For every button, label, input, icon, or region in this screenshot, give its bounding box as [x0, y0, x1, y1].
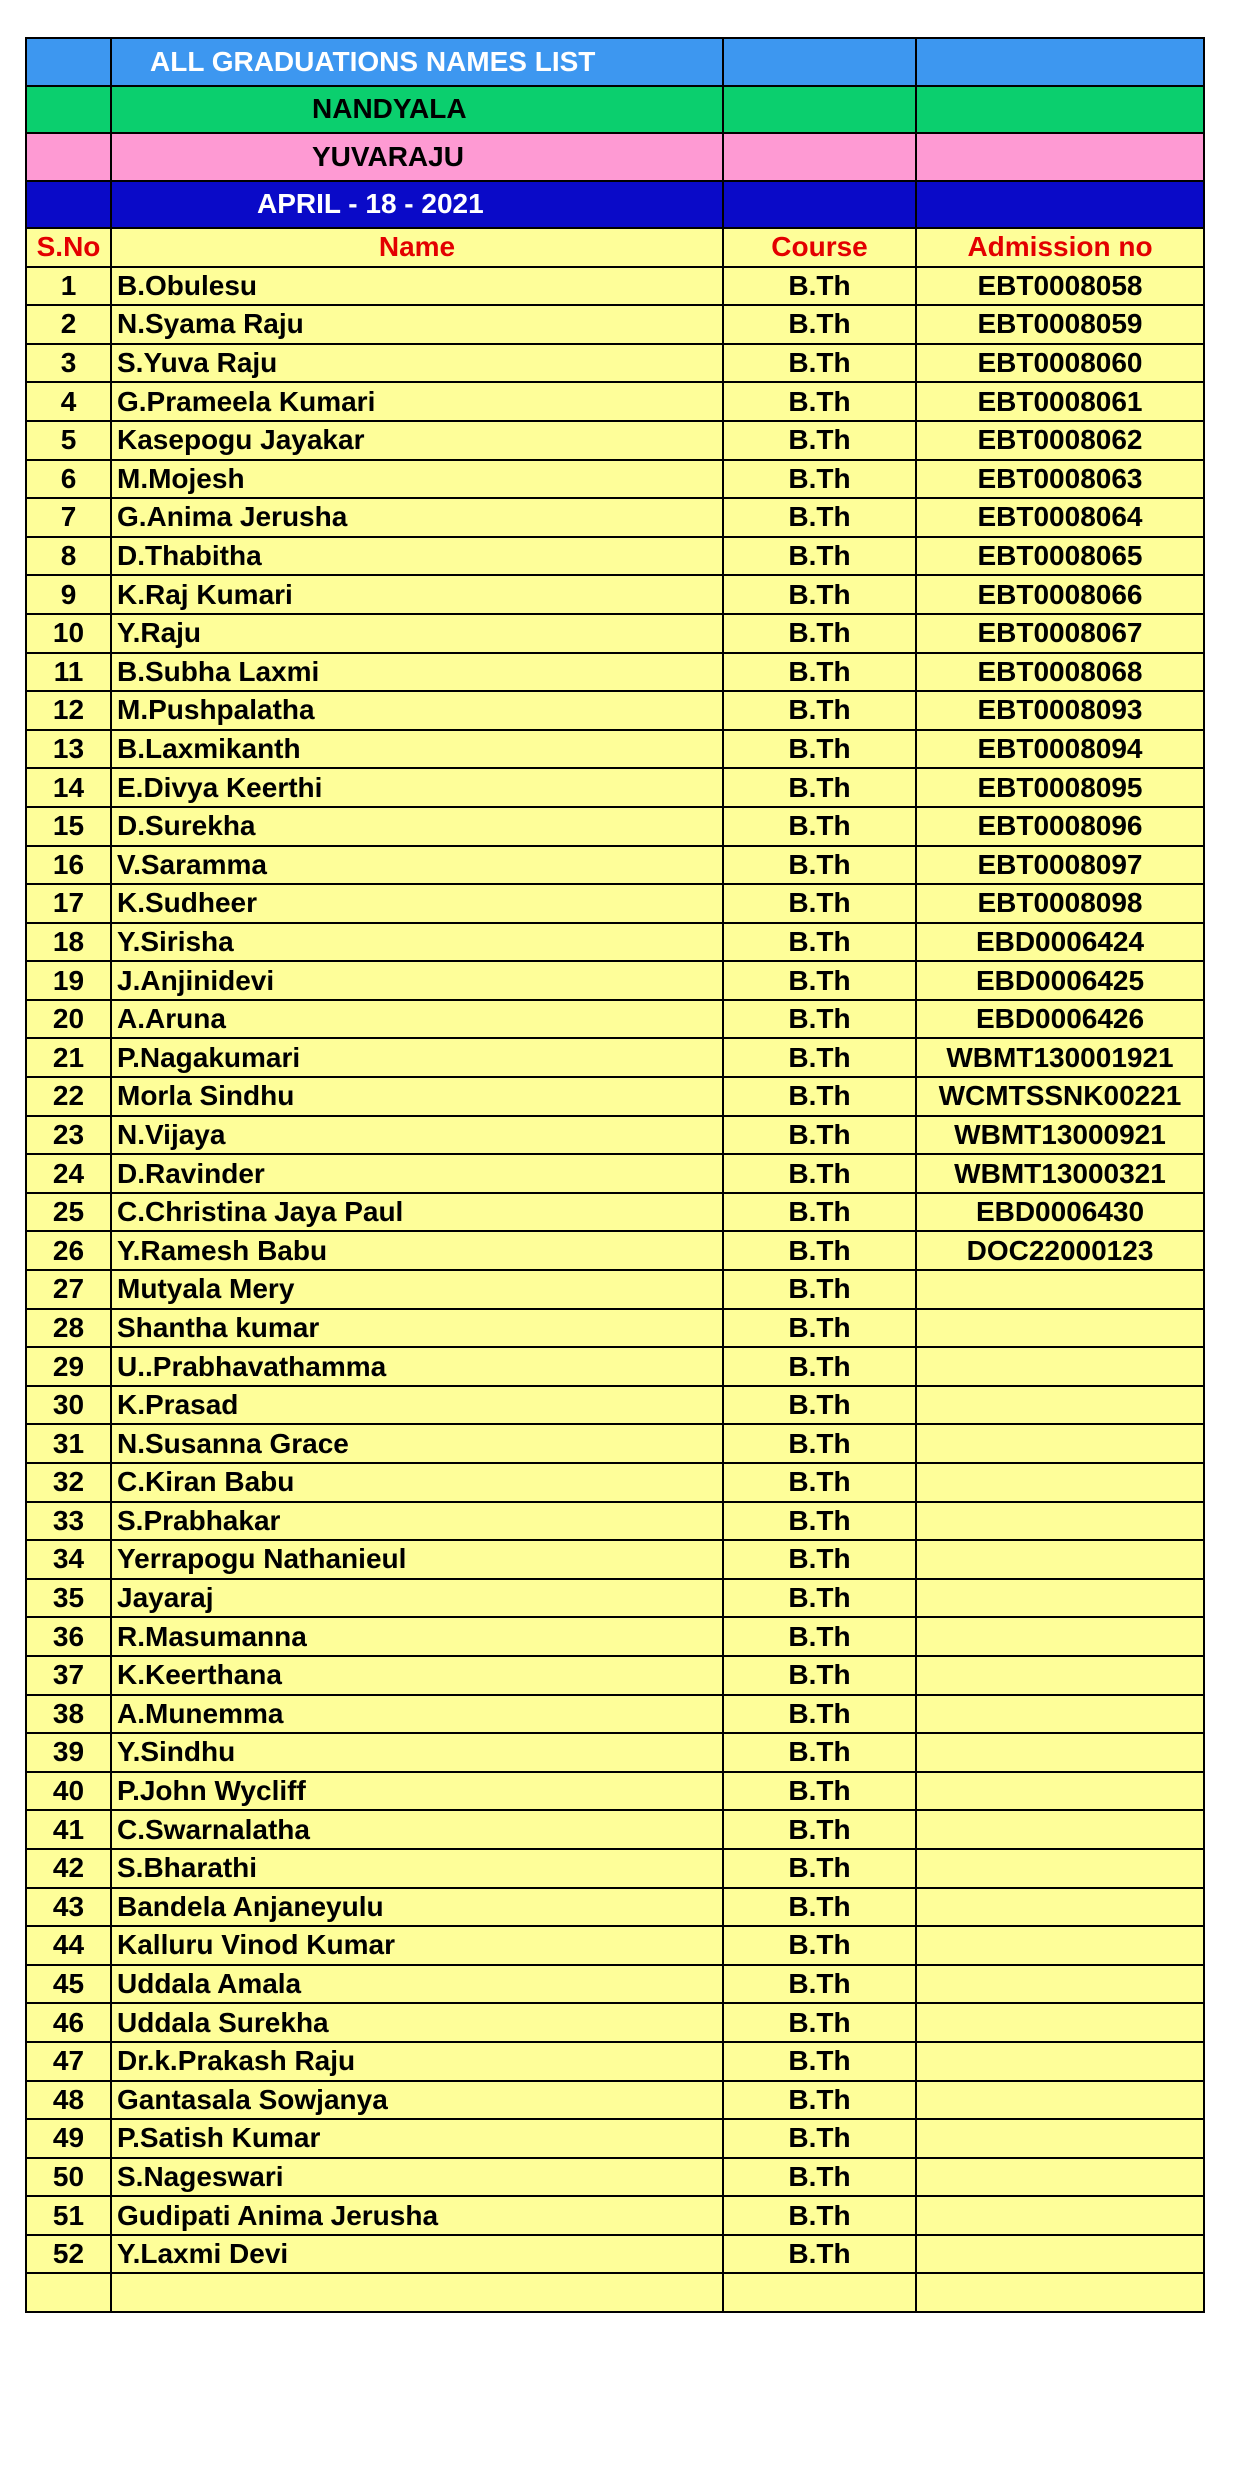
row-name-cell: Y.Ramesh Babu	[111, 1231, 723, 1270]
row-admission-cell	[916, 1965, 1204, 2004]
title-banner-blank-cell	[26, 38, 111, 86]
row-sno-cell	[26, 2273, 111, 2312]
row-sno-cell: 48	[26, 2081, 111, 2120]
row-admission-cell: EBD0006426	[916, 1000, 1204, 1039]
row-course-cell: B.Th	[723, 2042, 916, 2081]
table-row	[26, 1849, 1204, 1888]
row-admission-cell: WBMT13000921	[916, 1116, 1204, 1155]
table-row	[26, 614, 1204, 653]
row-name-cell: Kasepogu Jayakar	[111, 421, 723, 460]
table-row	[26, 2235, 1204, 2274]
table-row	[26, 653, 1204, 692]
person-banner-blank-cell	[916, 133, 1204, 181]
row-name-cell: N.Susanna Grace	[111, 1424, 723, 1463]
row-admission-cell	[916, 1579, 1204, 1618]
row-name-cell: C.Christina Jaya Paul	[111, 1193, 723, 1232]
row-admission-cell: WCMTSSNK00221	[916, 1077, 1204, 1116]
row-name-cell	[111, 2273, 723, 2312]
row-admission-cell	[916, 2196, 1204, 2235]
row-course-cell: B.Th	[723, 846, 916, 885]
row-sno-cell: 11	[26, 653, 111, 692]
row-name-cell: Morla Sindhu	[111, 1077, 723, 1116]
table-row	[26, 2273, 1204, 2312]
row-name-cell: Dr.k.Prakash Raju	[111, 2042, 723, 2081]
row-course-cell: B.Th	[723, 1502, 916, 1541]
row-course-cell	[723, 2273, 916, 2312]
table-row	[26, 768, 1204, 807]
date-banner-blank-cell	[26, 181, 111, 229]
table-row	[26, 1772, 1204, 1811]
table-row	[26, 1656, 1204, 1695]
row-course-cell: B.Th	[723, 1154, 916, 1193]
row-admission-cell: EBT0008067	[916, 614, 1204, 653]
row-admission-cell: EBT0008097	[916, 846, 1204, 885]
row-name-cell: B.Obulesu	[111, 267, 723, 306]
row-name-cell: M.Mojesh	[111, 460, 723, 499]
row-sno-cell: 12	[26, 691, 111, 730]
row-sno-cell: 51	[26, 2196, 111, 2235]
row-course-cell: B.Th	[723, 1656, 916, 1695]
table-row	[26, 382, 1204, 421]
row-admission-cell: EBT0008094	[916, 730, 1204, 769]
row-sno-cell: 45	[26, 1965, 111, 2004]
row-course-cell: B.Th	[723, 382, 916, 421]
table-row	[26, 1154, 1204, 1193]
row-course-cell: B.Th	[723, 2235, 916, 2274]
header-course: Course	[723, 228, 916, 267]
row-name-cell: M.Pushpalatha	[111, 691, 723, 730]
row-name-cell: P.John Wycliff	[111, 1772, 723, 1811]
table-row	[26, 1502, 1204, 1541]
row-sno-cell: 42	[26, 1849, 111, 1888]
table-row	[26, 1810, 1204, 1849]
row-admission-cell	[916, 1849, 1204, 1888]
row-admission-cell	[916, 2119, 1204, 2158]
row-course-cell: B.Th	[723, 267, 916, 306]
title-banner-blank-cell	[916, 38, 1204, 86]
row-name-cell: K.Sudheer	[111, 884, 723, 923]
row-sno-cell: 15	[26, 807, 111, 846]
place-banner-blank-cell	[26, 86, 111, 134]
row-admission-cell: EBD0006430	[916, 1193, 1204, 1232]
person-banner-blank-cell	[26, 133, 111, 181]
row-sno-cell: 2	[26, 305, 111, 344]
row-name-cell: S.Nageswari	[111, 2158, 723, 2197]
list-date: APRIL - 18 - 2021	[111, 181, 723, 229]
row-sno-cell: 20	[26, 1000, 111, 1039]
table-row	[26, 730, 1204, 769]
row-sno-cell: 16	[26, 846, 111, 885]
row-course-cell: B.Th	[723, 1116, 916, 1155]
row-name-cell: A.Aruna	[111, 1000, 723, 1039]
table-row	[26, 1000, 1204, 1039]
header-name: Name	[111, 228, 723, 267]
row-name-cell: Uddala Surekha	[111, 2003, 723, 2042]
table-row	[26, 1926, 1204, 1965]
row-admission-cell	[916, 1386, 1204, 1425]
row-name-cell: C.Kiran Babu	[111, 1463, 723, 1502]
row-admission-cell	[916, 1772, 1204, 1811]
table-row	[26, 691, 1204, 730]
row-name-cell: N.Syama Raju	[111, 305, 723, 344]
table-row	[26, 267, 1204, 306]
row-sno-cell: 35	[26, 1579, 111, 1618]
row-course-cell: B.Th	[723, 730, 916, 769]
place-banner-blank-cell	[916, 86, 1204, 134]
row-course-cell: B.Th	[723, 2003, 916, 2042]
row-course-cell: B.Th	[723, 1926, 916, 1965]
table-row	[26, 2196, 1204, 2235]
row-sno-cell: 28	[26, 1309, 111, 1348]
row-name-cell: Y.Sindhu	[111, 1733, 723, 1772]
row-name-cell: S.Prabhakar	[111, 1502, 723, 1541]
row-course-cell: B.Th	[723, 1733, 916, 1772]
table-row	[26, 305, 1204, 344]
row-name-cell: A.Munemma	[111, 1695, 723, 1734]
table-row	[26, 1038, 1204, 1077]
row-name-cell: S.Yuva Raju	[111, 344, 723, 383]
row-name-cell: J.Anjinidevi	[111, 961, 723, 1000]
row-sno-cell: 26	[26, 1231, 111, 1270]
row-sno-cell: 50	[26, 2158, 111, 2197]
row-course-cell: B.Th	[723, 1849, 916, 1888]
row-name-cell: K.Prasad	[111, 1386, 723, 1425]
place-banner-blank-cell	[723, 86, 916, 134]
table-row	[26, 1965, 1204, 2004]
row-admission-cell	[916, 1463, 1204, 1502]
row-name-cell: E.Divya Keerthi	[111, 768, 723, 807]
date-banner-blank-cell	[916, 181, 1204, 229]
table-row	[26, 1309, 1204, 1348]
row-name-cell: B.Subha Laxmi	[111, 653, 723, 692]
row-name-cell: Uddala Amala	[111, 1965, 723, 2004]
row-course-cell: B.Th	[723, 1617, 916, 1656]
row-name-cell: Jayaraj	[111, 1579, 723, 1618]
table-row	[26, 807, 1204, 846]
row-sno-cell: 24	[26, 1154, 111, 1193]
row-sno-cell: 29	[26, 1347, 111, 1386]
row-admission-cell: EBT0008096	[916, 807, 1204, 846]
table-row	[26, 575, 1204, 614]
row-course-cell: B.Th	[723, 653, 916, 692]
row-course-cell: B.Th	[723, 344, 916, 383]
row-sno-cell: 46	[26, 2003, 111, 2042]
list-title: ALL GRADUATIONS NAMES LIST	[111, 38, 723, 86]
row-course-cell: B.Th	[723, 923, 916, 962]
row-admission-cell: EBT0008095	[916, 768, 1204, 807]
row-name-cell: Shantha kumar	[111, 1309, 723, 1348]
row-admission-cell	[916, 1424, 1204, 1463]
row-admission-cell	[916, 2081, 1204, 2120]
table-row	[26, 923, 1204, 962]
row-course-cell: B.Th	[723, 1270, 916, 1309]
row-course-cell: B.Th	[723, 421, 916, 460]
row-admission-cell: EBT0008064	[916, 498, 1204, 537]
table-row	[26, 1386, 1204, 1425]
row-sno-cell: 34	[26, 1540, 111, 1579]
header-sno: S.No	[26, 228, 111, 267]
row-name-cell: Y.Laxmi Devi	[111, 2235, 723, 2274]
row-sno-cell: 43	[26, 1888, 111, 1927]
row-name-cell: Y.Raju	[111, 614, 723, 653]
table-row	[26, 2042, 1204, 2081]
table-row	[26, 498, 1204, 537]
row-sno-cell: 27	[26, 1270, 111, 1309]
row-name-cell: R.Masumanna	[111, 1617, 723, 1656]
row-course-cell: B.Th	[723, 1309, 916, 1348]
table-row	[26, 1077, 1204, 1116]
row-sno-cell: 18	[26, 923, 111, 962]
row-sno-cell: 14	[26, 768, 111, 807]
row-course-cell: B.Th	[723, 1695, 916, 1734]
row-course-cell: B.Th	[723, 1000, 916, 1039]
row-course-cell: B.Th	[723, 2081, 916, 2120]
row-sno-cell: 39	[26, 1733, 111, 1772]
row-admission-cell: EBT0008058	[916, 267, 1204, 306]
table-row	[26, 421, 1204, 460]
date-banner-blank-cell	[723, 181, 916, 229]
row-admission-cell: WBMT130001921	[916, 1038, 1204, 1077]
row-course-cell: B.Th	[723, 305, 916, 344]
row-name-cell: N.Vijaya	[111, 1116, 723, 1155]
row-sno-cell: 37	[26, 1656, 111, 1695]
person-banner-blank-cell	[723, 133, 916, 181]
row-course-cell: B.Th	[723, 1888, 916, 1927]
row-course-cell: B.Th	[723, 1579, 916, 1618]
row-sno-cell: 19	[26, 961, 111, 1000]
row-name-cell: B.Laxmikanth	[111, 730, 723, 769]
row-admission-cell	[916, 2158, 1204, 2197]
row-course-cell: B.Th	[723, 1077, 916, 1116]
row-sno-cell: 47	[26, 2042, 111, 2081]
row-name-cell: Gudipati Anima Jerusha	[111, 2196, 723, 2235]
row-sno-cell: 30	[26, 1386, 111, 1425]
row-admission-cell	[916, 1695, 1204, 1734]
row-course-cell: B.Th	[723, 498, 916, 537]
row-admission-cell	[916, 1540, 1204, 1579]
row-sno-cell: 22	[26, 1077, 111, 1116]
table-row	[26, 1193, 1204, 1232]
row-course-cell: B.Th	[723, 1231, 916, 1270]
row-name-cell: Mutyala Mery	[111, 1270, 723, 1309]
row-sno-cell: 21	[26, 1038, 111, 1077]
row-sno-cell: 36	[26, 1617, 111, 1656]
row-name-cell: V.Saramma	[111, 846, 723, 885]
table-row	[26, 1695, 1204, 1734]
place-banner-row	[26, 86, 1204, 134]
row-admission-cell: EBT0008066	[916, 575, 1204, 614]
row-name-cell: G.Anima Jerusha	[111, 498, 723, 537]
row-course-cell: B.Th	[723, 537, 916, 576]
row-admission-cell	[916, 1810, 1204, 1849]
row-name-cell: U..Prabhavathamma	[111, 1347, 723, 1386]
row-sno-cell: 17	[26, 884, 111, 923]
table-row	[26, 1270, 1204, 1309]
row-course-cell: B.Th	[723, 1540, 916, 1579]
row-course-cell: B.Th	[723, 1463, 916, 1502]
date-banner-row	[26, 181, 1204, 229]
row-sno-cell: 32	[26, 1463, 111, 1502]
row-name-cell: K.Keerthana	[111, 1656, 723, 1695]
row-course-cell: B.Th	[723, 1347, 916, 1386]
table-row	[26, 537, 1204, 576]
row-admission-cell: EBT0008065	[916, 537, 1204, 576]
table-row	[26, 1888, 1204, 1927]
row-sno-cell: 13	[26, 730, 111, 769]
row-course-cell: B.Th	[723, 884, 916, 923]
person-name: YUVARAJU	[111, 133, 723, 181]
header-admission-no: Admission no	[916, 228, 1204, 267]
row-admission-cell: EBT0008061	[916, 382, 1204, 421]
row-sno-cell: 25	[26, 1193, 111, 1232]
row-sno-cell: 33	[26, 1502, 111, 1541]
row-admission-cell: EBT0008060	[916, 344, 1204, 383]
row-admission-cell: EBT0008098	[916, 884, 1204, 923]
row-admission-cell	[916, 2235, 1204, 2274]
row-course-cell: B.Th	[723, 1965, 916, 2004]
row-admission-cell	[916, 1270, 1204, 1309]
row-name-cell: Yerrapogu Nathanieul	[111, 1540, 723, 1579]
row-admission-cell	[916, 1617, 1204, 1656]
table-row	[26, 1231, 1204, 1270]
table-row	[26, 2119, 1204, 2158]
row-admission-cell	[916, 2003, 1204, 2042]
graduation-names-table	[25, 37, 1205, 2313]
row-name-cell: D.Ravinder	[111, 1154, 723, 1193]
row-sno-cell: 9	[26, 575, 111, 614]
row-name-cell: G.Prameela Kumari	[111, 382, 723, 421]
row-name-cell: Bandela Anjaneyulu	[111, 1888, 723, 1927]
row-course-cell: B.Th	[723, 1810, 916, 1849]
table-row	[26, 884, 1204, 923]
table-row	[26, 1463, 1204, 1502]
table-row	[26, 1617, 1204, 1656]
row-name-cell: D.Thabitha	[111, 537, 723, 576]
row-admission-cell: WBMT13000321	[916, 1154, 1204, 1193]
row-course-cell: B.Th	[723, 807, 916, 846]
row-sno-cell: 31	[26, 1424, 111, 1463]
row-course-cell: B.Th	[723, 1386, 916, 1425]
table-row	[26, 2003, 1204, 2042]
row-admission-cell: EBT0008062	[916, 421, 1204, 460]
row-admission-cell: EBT0008093	[916, 691, 1204, 730]
row-admission-cell	[916, 1347, 1204, 1386]
row-name-cell: D.Surekha	[111, 807, 723, 846]
row-name-cell: C.Swarnalatha	[111, 1810, 723, 1849]
row-sno-cell: 6	[26, 460, 111, 499]
row-course-cell: B.Th	[723, 614, 916, 653]
place-name: NANDYALA	[111, 86, 723, 134]
row-sno-cell: 38	[26, 1695, 111, 1734]
row-name-cell: Kalluru Vinod Kumar	[111, 1926, 723, 1965]
table-row	[26, 846, 1204, 885]
row-name-cell: K.Raj Kumari	[111, 575, 723, 614]
row-admission-cell: EBD0006425	[916, 961, 1204, 1000]
column-header-row	[26, 228, 1204, 267]
row-course-cell: B.Th	[723, 691, 916, 730]
row-name-cell: Gantasala Sowjanya	[111, 2081, 723, 2120]
row-course-cell: B.Th	[723, 2196, 916, 2235]
row-course-cell: B.Th	[723, 1772, 916, 1811]
table-row	[26, 1540, 1204, 1579]
row-course-cell: B.Th	[723, 460, 916, 499]
row-sno-cell: 52	[26, 2235, 111, 2274]
row-course-cell: B.Th	[723, 961, 916, 1000]
table-row	[26, 961, 1204, 1000]
table-row	[26, 344, 1204, 383]
table-row	[26, 460, 1204, 499]
row-course-cell: B.Th	[723, 1193, 916, 1232]
row-sno-cell: 49	[26, 2119, 111, 2158]
table-row	[26, 2158, 1204, 2197]
row-sno-cell: 8	[26, 537, 111, 576]
table-row	[26, 1116, 1204, 1155]
table-row	[26, 1424, 1204, 1463]
table-row	[26, 1579, 1204, 1618]
row-course-cell: B.Th	[723, 1038, 916, 1077]
row-admission-cell	[916, 1926, 1204, 1965]
row-sno-cell: 40	[26, 1772, 111, 1811]
row-sno-cell: 23	[26, 1116, 111, 1155]
row-course-cell: B.Th	[723, 2119, 916, 2158]
row-sno-cell: 44	[26, 1926, 111, 1965]
row-admission-cell	[916, 1733, 1204, 1772]
row-admission-cell: EBT0008063	[916, 460, 1204, 499]
table-row	[26, 2081, 1204, 2120]
row-sno-cell: 1	[26, 267, 111, 306]
row-admission-cell: EBT0008068	[916, 653, 1204, 692]
row-admission-cell	[916, 1656, 1204, 1695]
title-banner-blank-cell	[723, 38, 916, 86]
row-sno-cell: 7	[26, 498, 111, 537]
row-course-cell: B.Th	[723, 768, 916, 807]
title-banner-row	[26, 38, 1204, 86]
row-sno-cell: 41	[26, 1810, 111, 1849]
person-banner-row	[26, 133, 1204, 181]
row-name-cell: P.Nagakumari	[111, 1038, 723, 1077]
row-name-cell: P.Satish Kumar	[111, 2119, 723, 2158]
row-admission-cell	[916, 1502, 1204, 1541]
row-course-cell: B.Th	[723, 2158, 916, 2197]
row-admission-cell	[916, 1309, 1204, 1348]
row-admission-cell	[916, 1888, 1204, 1927]
row-admission-cell	[916, 2042, 1204, 2081]
row-sno-cell: 3	[26, 344, 111, 383]
row-sno-cell: 10	[26, 614, 111, 653]
row-sno-cell: 5	[26, 421, 111, 460]
table-row	[26, 1733, 1204, 1772]
row-name-cell: Y.Sirisha	[111, 923, 723, 962]
row-admission-cell: EBT0008059	[916, 305, 1204, 344]
row-admission-cell	[916, 2273, 1204, 2312]
row-name-cell: S.Bharathi	[111, 1849, 723, 1888]
row-course-cell: B.Th	[723, 575, 916, 614]
table-row	[26, 1347, 1204, 1386]
row-course-cell: B.Th	[723, 1424, 916, 1463]
row-sno-cell: 4	[26, 382, 111, 421]
row-admission-cell: EBD0006424	[916, 923, 1204, 962]
row-admission-cell: DOC22000123	[916, 1231, 1204, 1270]
